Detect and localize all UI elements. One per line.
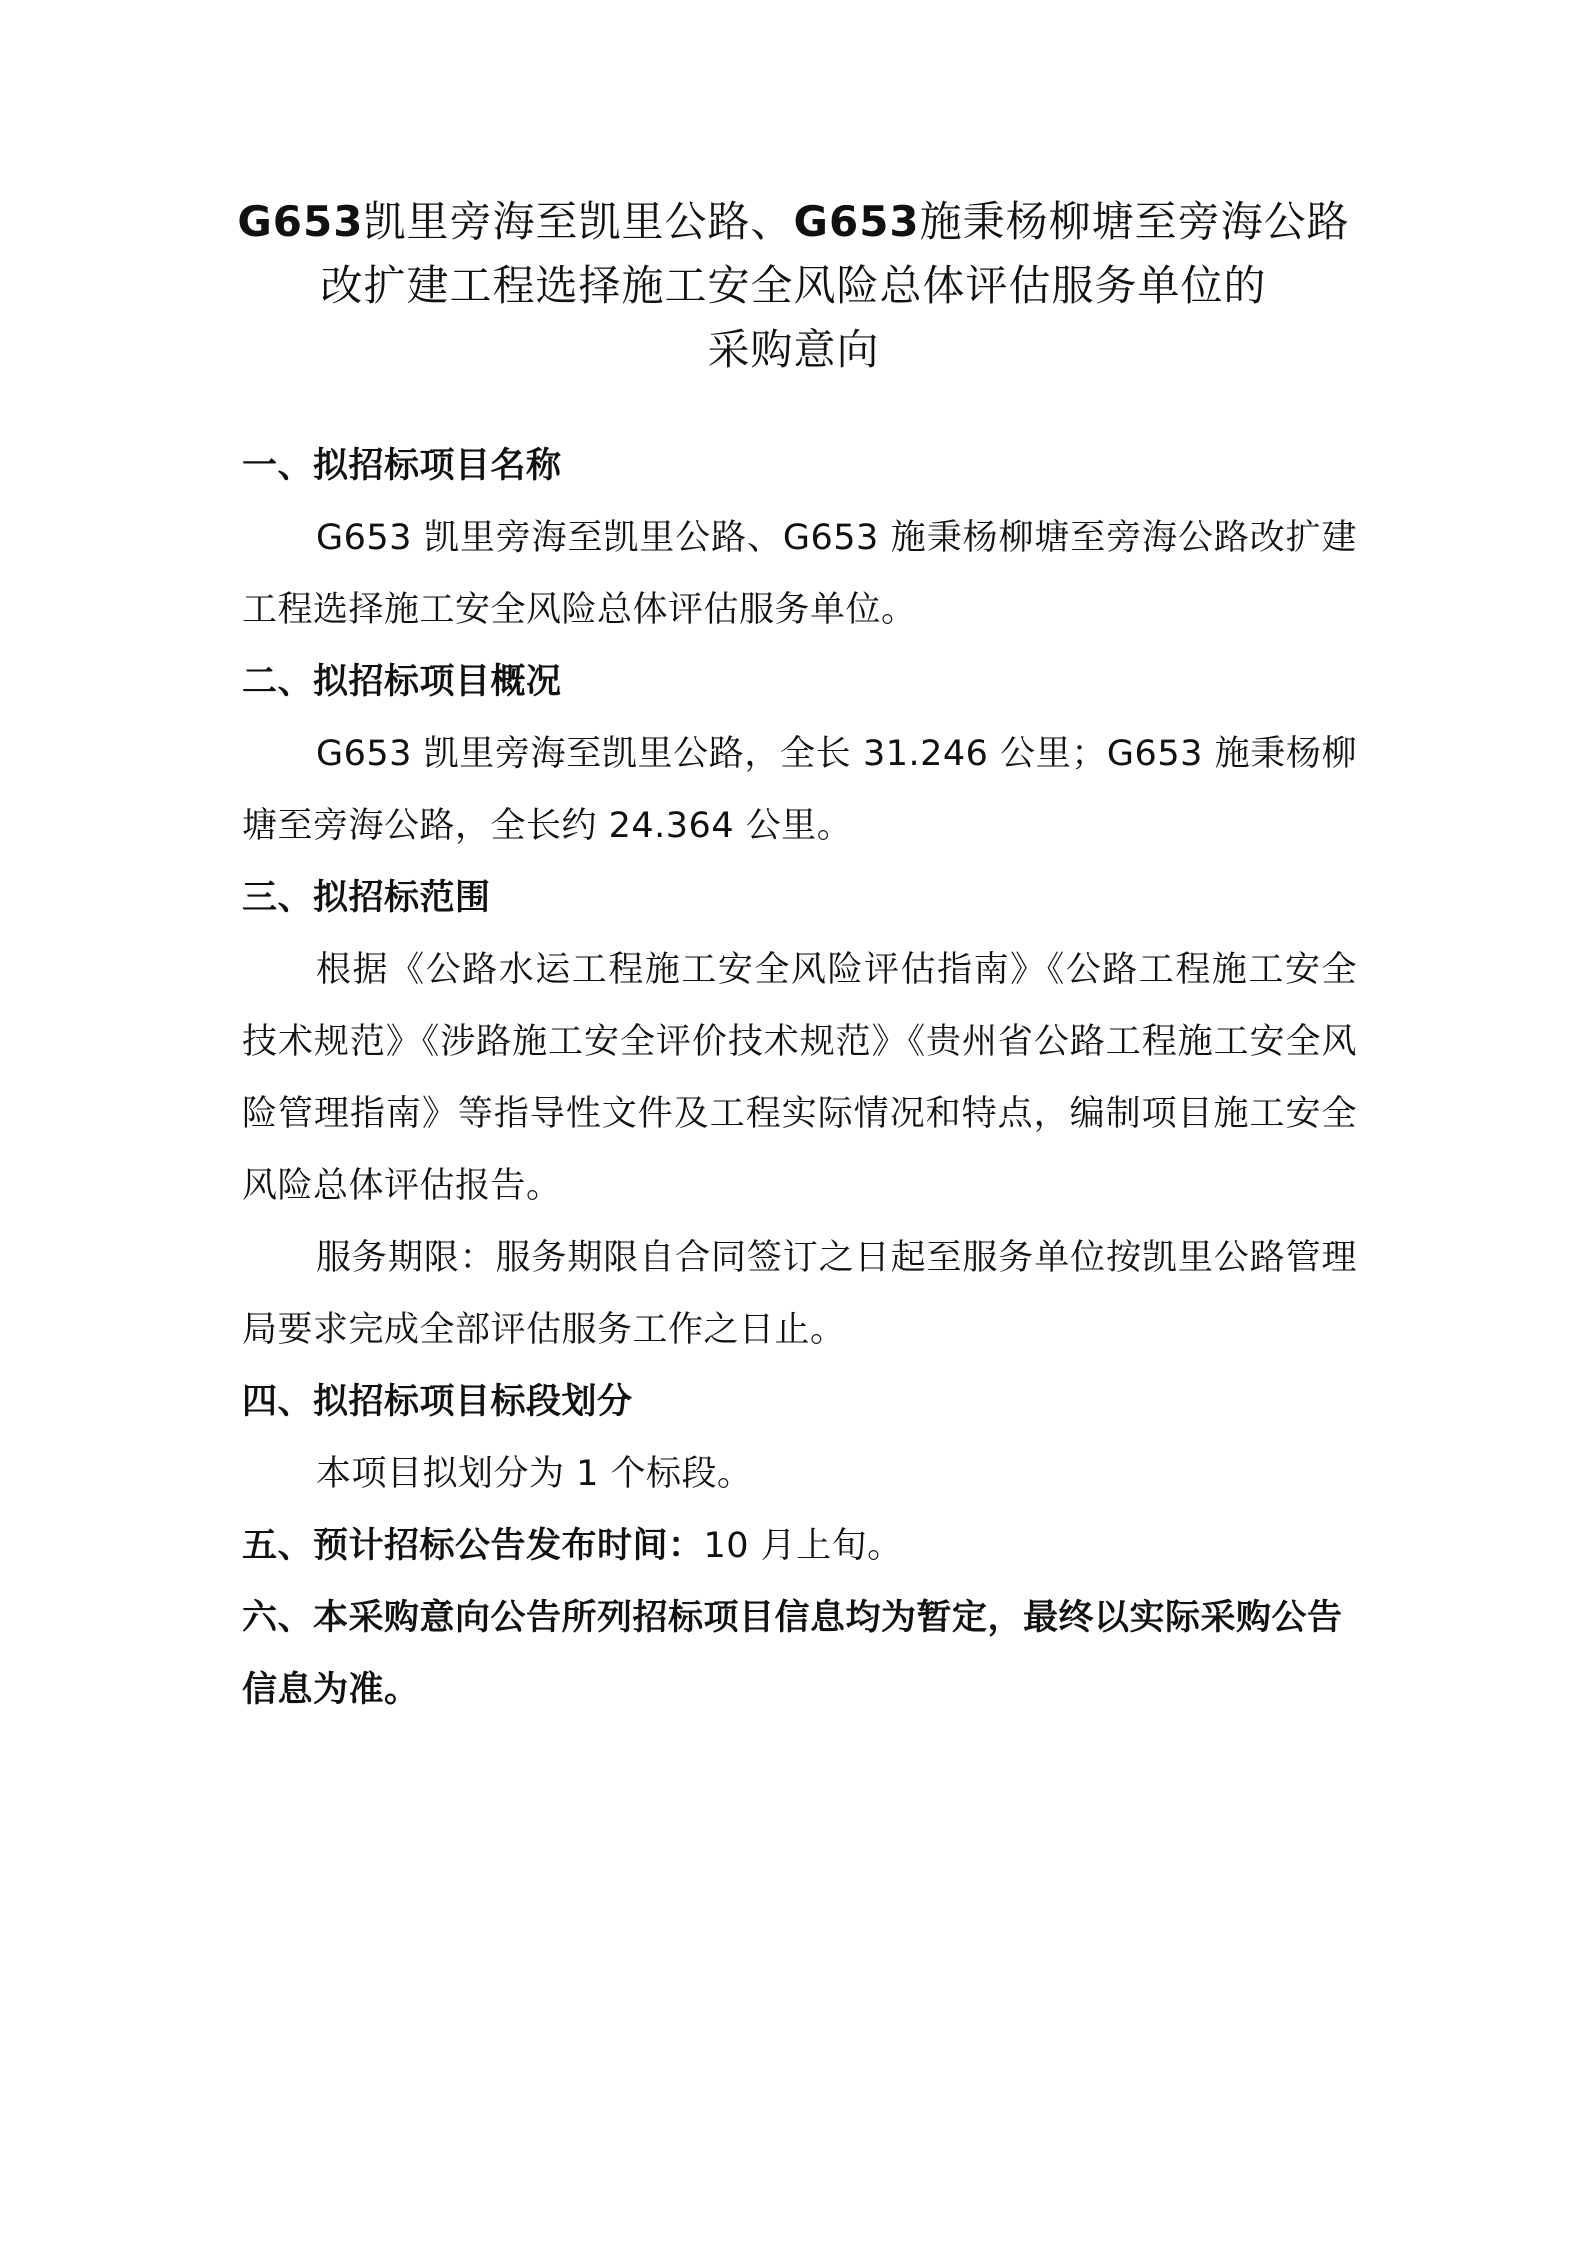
section-5-heading: 五、预计招标公告发布时间：	[242, 1526, 704, 1566]
section-6-heading: 六、本采购意向公告所列招标项目信息均为暂定，最终以实际采购公告信息为准。	[242, 1598, 1343, 1710]
title-line-3: 采购意向	[707, 325, 880, 374]
title-line-1	[200, 190, 1387, 254]
title-text-1: 凯里旁海至凯里公路、	[363, 197, 794, 246]
section-5-value: 10 月上旬。	[703, 1526, 903, 1566]
section-3-body-scope: 根据《公路水运工程施工安全风险评估指南》《公路工程施工安全技术规范》《涉路施工安全评价技术规范》《贵州省公路工程施工安全风险管理指南》等指导性文件及工程实际情况和特点，编制项目施工安全风险总体评估报告。	[242, 950, 1357, 1206]
document-title	[200, 190, 1387, 382]
section-3-body-service-period: 服务期限：服务期限自合同签订之日起至服务单位按凯里公路管理局要求完成全部评估服务工作之日止。	[242, 1238, 1357, 1350]
document-body	[242, 430, 1357, 1726]
section-3-heading: 三、拟招标范围	[242, 878, 491, 918]
section-4-heading: 四、拟招标项目标段划分	[242, 1382, 633, 1422]
section-2-body: G653 凯里旁海至凯里公路，全长 31.246 公里；G653 施秉杨柳塘至旁海公路，全长约 24.364 公里。	[242, 734, 1357, 846]
section-1-body: G653 凯里旁海至凯里公路、G653 施秉杨柳塘至旁海公路改扩建工程选择施工安全风险总体评估服务单位。	[242, 518, 1357, 630]
section-4-body: 本项目拟划分为 1 个标段。	[316, 1454, 753, 1494]
title-text-2: 施秉杨柳塘至旁海公路	[919, 197, 1350, 246]
section-1-heading: 一、拟招标项目名称	[242, 446, 562, 486]
section-2-heading: 二、拟招标项目概况	[242, 662, 562, 702]
title-line-2: 改扩建工程选择施工安全风险总体评估服务单位的	[320, 261, 1267, 310]
title-road-code-1: G653	[237, 197, 364, 246]
section-5-line	[242, 1510, 1357, 1582]
title-road-code-2: G653	[793, 197, 920, 246]
